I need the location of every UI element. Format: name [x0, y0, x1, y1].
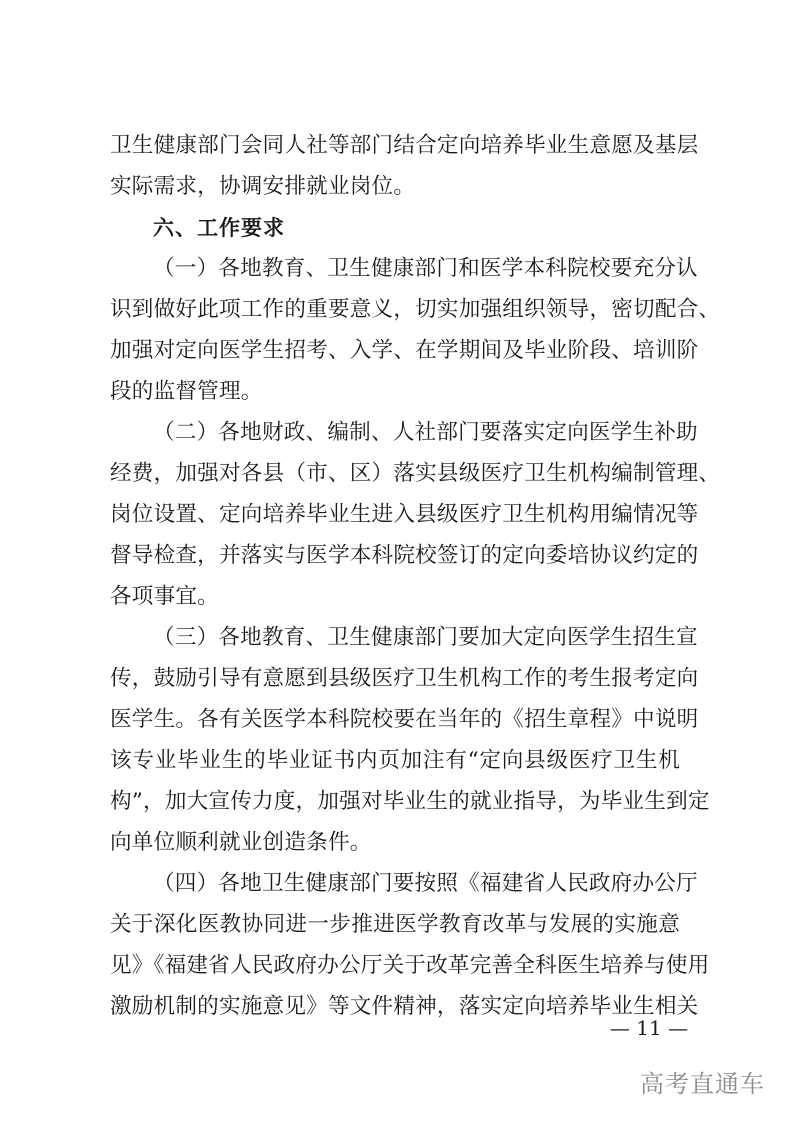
paragraph-1-line: 识到做好此项工作的重要意义，切实加强组织领导，密切配合、 [110, 297, 721, 322]
paragraph-4-line: 关于深化医教协同进一步推进医学教育改革与发展的实施意 [110, 912, 680, 937]
paragraph-4-line: 激励机制的实施意见》等文件精神，落实定向培养毕业生相关 [110, 994, 699, 1019]
paragraph-3-line: 传，鼓励引导有意愿到县级医疗卫生机构工作的考生报考定向 [110, 666, 699, 691]
paragraph-3-line: 构”，加大宣传力度，加强对毕业生的就业指导，为毕业生到定 [110, 789, 710, 814]
paragraph-2-line: 岗位设置、定向培养毕业生进入县级医疗卫生机构用编情况等 [110, 502, 699, 527]
paragraph-4-line: （四）各地卫生健康部门要按照《福建省人民政府办公厅 [153, 871, 698, 896]
paragraph-3-line: 该专业毕业生的毕业证书内页加注有“定向县级医疗卫生机 [110, 748, 680, 773]
body-text-line: 实际需求，协调安排就业岗位。 [110, 174, 416, 199]
page-number: — 11 — [609, 1016, 689, 1040]
paragraph-1-line: 加强对定向医学生招考、入学、在学期间及毕业阶段、培训阶 [110, 338, 699, 363]
paragraph-3-line: （三）各地教育、卫生健康部门要加大定向医学生招生宣 [153, 625, 698, 650]
paragraph-4-line: 见》《福建省人民政府办公厅关于改革完善全科医生培养与使用 [110, 953, 710, 978]
paragraph-2-line: （二）各地财政、编制、人社部门要落实定向医学生补助 [153, 420, 698, 445]
paragraph-3-line: 向单位顺利就业创造条件。 [110, 830, 372, 855]
body-text-line: 卫生健康部门会同人社等部门结合定向培养毕业生意愿及基层 [110, 133, 699, 158]
paragraph-2-line: 各项事宜。 [110, 584, 219, 609]
paragraph-1-line: （一）各地教育、卫生健康部门和医学本科院校要充分认 [153, 256, 698, 281]
watermark-logo-text: 高考直通车 [640, 1070, 765, 1098]
paragraph-2-line: 督导检查，并落实与医学本科院校签订的定向委培协议约定的 [110, 543, 699, 568]
paragraph-3-line: 医学生。各有关医学本科院校要在当年的《招生章程》中说明 [110, 707, 699, 732]
paragraph-1-line: 段的监督管理。 [110, 379, 263, 404]
paragraph-2-line: 经费，加强对各县（市、区）落实县级医疗卫生机构编制管理、 [110, 461, 721, 486]
section-heading: 六、工作要求 [153, 216, 285, 240]
